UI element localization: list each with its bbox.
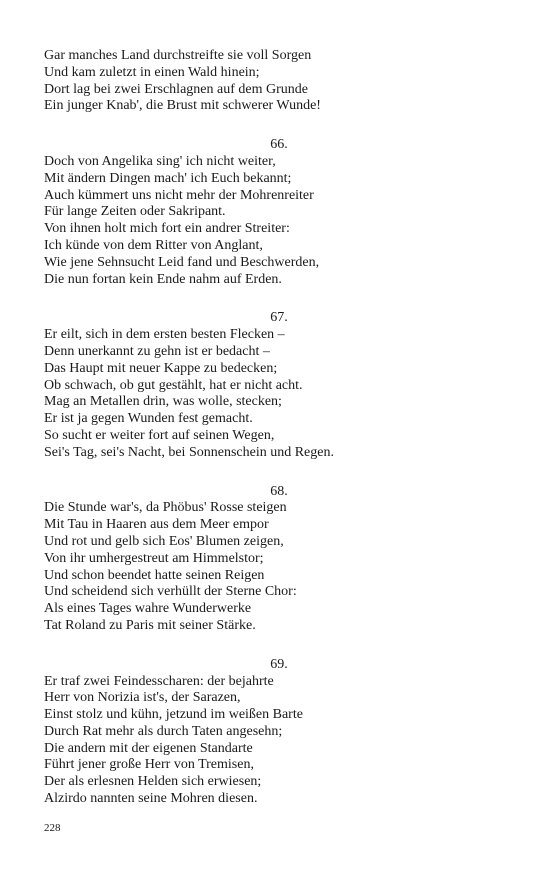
verse-line: Als eines Tages wahre Wunderwerke	[44, 601, 252, 617]
verse-line: Ein junger Knab', die Brust mit schwerer Wunde!	[44, 98, 321, 114]
page-body	[44, 48, 514, 830]
verse-line: Von ihr umhergestreut am Himmelstor;	[44, 550, 264, 566]
verse-line: Die nun fortan kein Ende nahm auf Erden.	[44, 271, 282, 287]
stanza-66	[44, 137, 514, 288]
verse-line: Für lange Zeiten oder Sakripant.	[44, 204, 226, 220]
verse-line: Mag an Metallen drin, was wolle, stecken;	[44, 394, 282, 410]
stanza-number: 68.	[270, 483, 288, 499]
verse-line: Und rot und gelb sich Eos' Blumen zeigen,	[44, 533, 284, 549]
verse-line: Mit ändern Dingen mach' ich Euch bekannt;	[44, 170, 292, 186]
verse-line: Die Stunde war's, da Phöbus' Rosse steigen	[44, 500, 287, 516]
verse-line: Von ihnen holt mich fort ein andrer Streiter:	[44, 221, 290, 237]
verse-line: Wie jene Sehnsucht Leid fand und Beschwerden,	[44, 254, 320, 270]
verse-line: Und scheidend sich verhüllt der Sterne Chor:	[44, 584, 297, 600]
verse-line: Mit Tau in Haaren aus dem Meer empor	[44, 517, 269, 533]
verse-line: Alzirdo nannten seine Mohren diesen.	[44, 791, 258, 807]
verse-line: Gar manches Land durchstreifte sie voll Sorgen	[44, 48, 312, 63]
stanza-number: 66.	[270, 137, 288, 153]
verse-line: Er eilt, sich in dem ersten besten Flecken –	[44, 327, 285, 343]
verse-line: Durch Rat mehr als durch Taten angesehn;	[44, 723, 283, 739]
verse-line: Ich künde von dem Ritter von Anglant,	[44, 237, 263, 253]
stanza-67	[44, 310, 514, 461]
verse-line: Das Haupt mit neuer Kappe zu bedecken;	[44, 360, 278, 376]
verse-line: Führt jener große Herr von Tremisen,	[44, 757, 254, 773]
stanza-69	[44, 657, 514, 808]
verse-line: Die andern mit der eigenen Standarte	[44, 740, 253, 756]
verse-line: Dort lag bei zwei Erschlagnen auf dem Grunde	[44, 81, 308, 97]
verse-line: Er ist ja gegen Wunden fest gemacht.	[44, 411, 253, 427]
verse-line: Denn unerkannt zu gehn ist er bedacht –	[44, 343, 270, 359]
verse-line: Auch kümmert uns nicht mehr der Mohrenreiter	[44, 187, 314, 203]
verse-line: Herr von Norizia ist's, der Sarazen,	[44, 690, 241, 706]
page-number: 228	[44, 822, 61, 834]
verse-line: Und kam zuletzt in einen Wald hinein;	[44, 64, 260, 80]
stanza-65-continued	[44, 48, 514, 115]
stanza-68	[44, 484, 514, 635]
verse-line: Er traf zwei Feindesscharen: der bejahrte	[44, 673, 274, 689]
verse-line: Tat Roland zu Paris mit seiner Stärke.	[44, 617, 256, 633]
stanza-number: 69.	[270, 656, 288, 672]
verse-line: Und schon beendet hatte seinen Reigen	[44, 567, 265, 583]
verse-line: Sei's Tag, sei's Nacht, bei Sonnenschein und Regen.	[44, 444, 334, 460]
verse-line: Einst stolz und kühn, jetzund im weißen Barte	[44, 707, 303, 723]
verse-line: Der als erlesnen Helden sich erwiesen;	[44, 774, 262, 790]
verse-line: Doch von Angelika sing' ich nicht weiter,	[44, 153, 276, 169]
verse-line: Ob schwach, ob gut gestählt, hat er nicht acht.	[44, 377, 303, 393]
verse-line: So sucht er weiter fort auf seinen Wegen,	[44, 427, 275, 443]
stanza-number: 67.	[270, 310, 288, 326]
